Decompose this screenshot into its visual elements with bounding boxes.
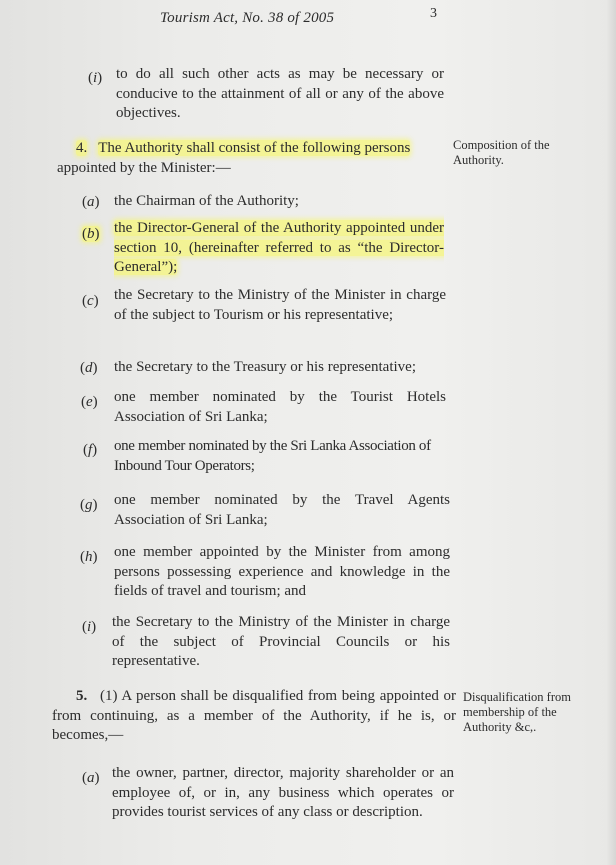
item-label: (f) [83,442,98,458]
item-label: (d) [80,360,98,376]
page-edge-shadow [606,0,616,865]
item-text: the Secretary to the Ministry of the Minister in charge of the subject of Provincial Councils or his representative. [112,614,450,669]
item-label: (i) [88,70,103,86]
item-text-highlighted: the Director-General of the Authority appointed under section 10, (hereinafter referred to as “the Director-General”); [114,220,444,275]
section-number: 4. [76,140,88,156]
item-text: one member appointed by the Minister from among persons possessing experience and knowledge in the fields of travel and tourism; and [114,544,450,599]
item-label: (i) [82,619,97,635]
section-number: 5. [76,688,88,704]
item-label: (g) [80,497,98,513]
item-label: (a) [82,194,100,210]
item-label: (a) [82,770,100,786]
page-number: 3 [430,6,437,21]
margin-note-composition: Composition of the Authority. [453,138,550,167]
section-4-intro [76,139,448,159]
item-text: one member nominated by the Sri Lanka Association of Inbound Tour Operators; [114,438,431,474]
item-label: (c) [82,293,99,309]
item-text: to do all such other acts as may be necessary or conducive to the attainment of all or any of the above objectives. [116,66,444,121]
section-5-text: (1) A person shall be disqualified from being appointed or from continuing, as a member of the Authority, if he is, or becomes,— [52,688,456,743]
item-text: one member nominated by the Tourist Hotels Association of Sri Lanka; [114,389,446,425]
item-label: (b) [82,226,100,242]
item-label: (h) [80,549,98,565]
margin-note-disqualification: Disqualification from membership of the Authority &c,. [463,690,571,734]
item-text: the Secretary to the Ministry of the Minister in charge of the subject to Tourism or his representative; [114,287,446,323]
item-text: one member nominated by the Travel Agents Association of Sri Lanka; [114,492,450,528]
section-4-intro-cont: appointed by the Minister:— [57,160,231,176]
item-text: the owner, partner, director, majority shareholder or an employee of, or in, any business which operates or provides tourist services of any class or description. [112,765,454,820]
item-text: the Secretary to the Treasury or his representative; [114,359,416,375]
running-header: Tourism Act, No. 38 of 2005 [160,10,335,26]
item-label: (e) [81,394,98,410]
section-4-intro-text: The Authority shall consist of the following persons [98,140,411,156]
item-text: the Chairman of the Authority; [114,193,299,209]
